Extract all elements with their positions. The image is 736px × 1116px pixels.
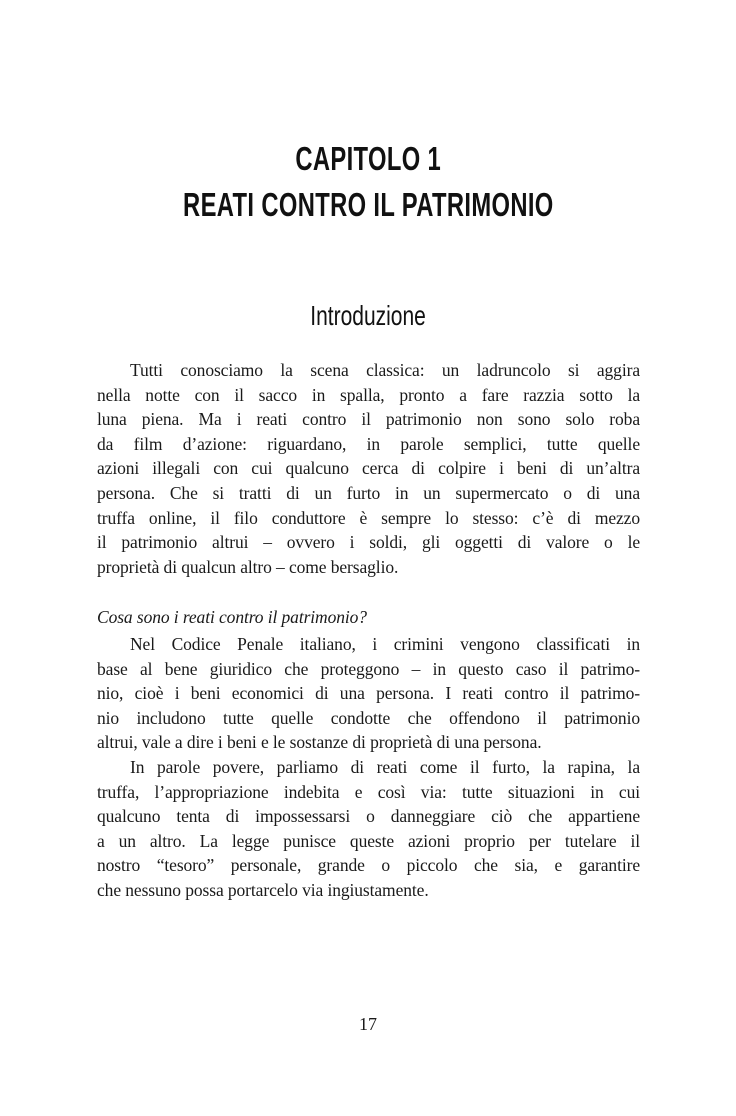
paragraph-line: nio, cioè i beni economici di una persona. I reati contro il patrimo- <box>97 683 640 704</box>
paragraph-line: da film d’azione: riguardano, in parole semplici, tutte quelle <box>97 433 640 454</box>
page-number: 17 <box>359 1014 377 1034</box>
body-subheading: Cosa sono i reati contro il patrimonio? <box>97 607 367 628</box>
paragraph-line: nostro “tesoro” personale, grande o piccolo che sia, e garantire <box>97 855 640 876</box>
chapter-label-text: CAPITOLO 1 <box>295 140 441 177</box>
chapter-title-block <box>0 136 736 228</box>
paragraph-line: luna piena. Ma i reati contro il patrimonio non sono solo roba <box>97 409 640 430</box>
paragraph-line: nio includono tutte quelle condotte che offendono il patrimonio <box>97 707 640 728</box>
chapter-title-text: REATI CONTRO IL PATRIMONIO <box>182 186 554 223</box>
paragraph-line: azioni illegali con cui qualcuno cerca di colpire i beni di un’altra <box>97 458 640 479</box>
paragraph-line: altrui, vale a dire i beni e le sostanze di proprietà di una persona. <box>97 732 542 753</box>
chapter-title <box>0 182 736 228</box>
paragraph-line: Tutti conosciamo la scena classica: un ladruncolo si aggira <box>130 360 640 380</box>
paragraph-line: che nessuno possa portarcelo via ingiustamente. <box>97 879 429 900</box>
paragraph-line: il patrimonio altrui – ovvero i soldi, gli oggetti di valore o le <box>97 532 640 553</box>
paragraph-line: a un altro. La legge punisce queste azioni proprio per tutelare il <box>97 830 640 851</box>
chapter-label <box>0 136 736 182</box>
paragraph-line: truffa, l’appropriazione indebita e così via: tutte situazioni in cui <box>97 781 640 802</box>
paragraph-line: base al bene giuridico che proteggono – in questo caso il patrimo- <box>97 658 640 679</box>
paragraph-line: Nel Codice Penale italiano, i crimini vengono classificati in <box>130 633 640 654</box>
paragraph-line: persona. Che si tratti di un furto in un supermercato o di una <box>97 482 640 503</box>
body-column <box>97 358 640 902</box>
paragraph-line: In parole povere, parliamo di reati come il furto, la rapina, la <box>130 756 640 777</box>
paragraph-line: truffa online, il filo conduttore è sempre lo stesso: c’è di mezzo <box>97 507 640 528</box>
paragraph-line: nella notte con il sacco in spalla, pronto a fare razzia sotto la <box>97 384 640 405</box>
section-heading <box>0 299 736 333</box>
paragraph-line: qualcuno tenta di impossessarsi o danneggiare ciò che appartiene <box>97 806 640 827</box>
paragraph-line: proprietà di qualcun altro – come bersaglio. <box>97 556 399 577</box>
section-heading-text: Introduzione <box>310 300 426 331</box>
